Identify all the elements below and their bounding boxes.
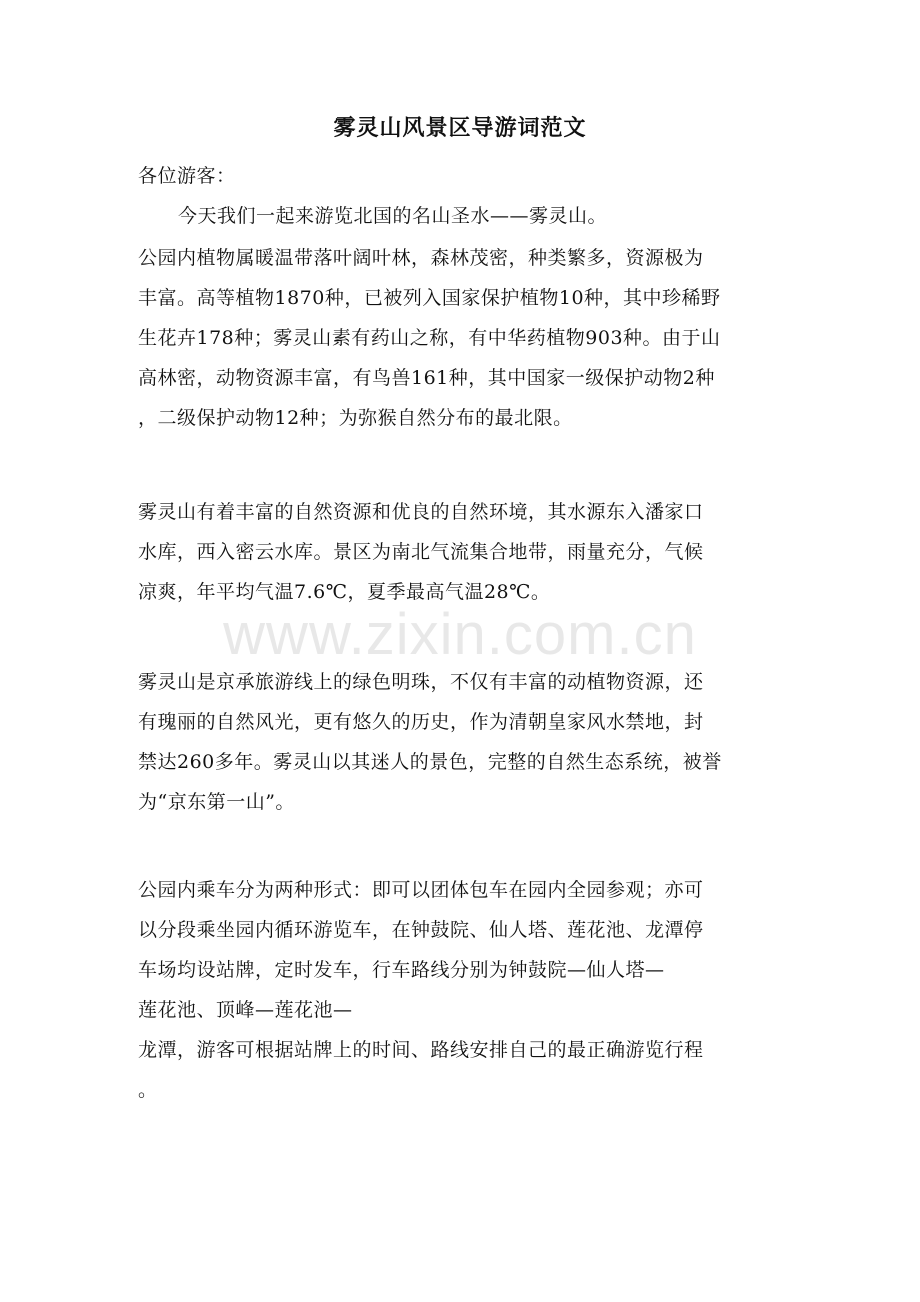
paragraph-line: 公园内乘车分为两种形式：即可以团体包车在园内全园参观；亦可 — [138, 879, 704, 901]
paragraph-line: ，二级保护动物12种；为弥猴自然分布的最北限。 — [138, 407, 573, 429]
paragraph-line: 雾灵山有着丰富的自然资源和优良的自然环境，其水源东入潘家口 — [138, 501, 704, 523]
paragraph-line: 以分段乘坐园内循环游览车，在钟鼓院、仙人塔、莲花池、龙潭停 — [138, 919, 704, 941]
paragraph-line: 莲花池、顶峰—莲花池— — [138, 999, 353, 1021]
paragraph-line: 丰富。高等植物1870种，已被列入国家保护植物10种，其中珍稀野 — [138, 287, 721, 309]
greeting — [138, 156, 788, 236]
paragraph-line: 有瑰丽的自然风光，更有悠久的历史，作为清朝皇家风水禁地，封 — [138, 711, 704, 733]
paragraph-line: 高林密，动物资源丰富，有鸟兽161种，其中国家一级保护动物2种 — [138, 367, 715, 389]
paragraph-line: 水库，西入密云水库。景区为南北气流集合地带，雨量充分，气候 — [138, 541, 704, 563]
paragraph-history — [138, 662, 788, 822]
document-title: 雾灵山风景区导游词范文 — [333, 115, 587, 141]
paragraph-line: 雾灵山是京承旅游线上的绿色明珠，不仅有丰富的动植物资源，还 — [138, 671, 704, 693]
paragraph-line: 凉爽，年平均气温7.6℃，夏季最高气温28℃。 — [138, 581, 551, 603]
paragraph-line: 公园内植物属暖温带落叶阔叶林，森林茂密，种类繁多，资源极为 — [138, 247, 704, 269]
paragraph-line: 龙潭，游客可根据站牌上的时间、路线安排自己的最正确游览行程 — [138, 1039, 704, 1061]
watermark: www.zixin.com.cn — [223, 602, 697, 667]
paragraph-plants-animals — [138, 238, 788, 438]
greeting-line: 各位游客： — [138, 165, 236, 187]
paragraph-transport — [138, 870, 788, 1110]
paragraph-line: 。 — [138, 1079, 158, 1101]
paragraph-line: 车场均设站牌，定时发车，行车路线分别为钟鼓院—仙人塔— — [138, 959, 665, 981]
paragraph-line: 禁达260多年。雾灵山以其迷人的景色，完整的自然生态系统，被誉 — [138, 751, 722, 773]
paragraph-environment — [138, 492, 788, 612]
paragraph-line: 生花卉178种；雾灵山素有药山之称，有中华药植物903种。由于山 — [138, 327, 721, 349]
paragraph-line: 为“京东第一山”。 — [138, 791, 295, 813]
intro-line: 今天我们一起来游览北国的名山圣水——雾灵山。 — [178, 205, 608, 227]
